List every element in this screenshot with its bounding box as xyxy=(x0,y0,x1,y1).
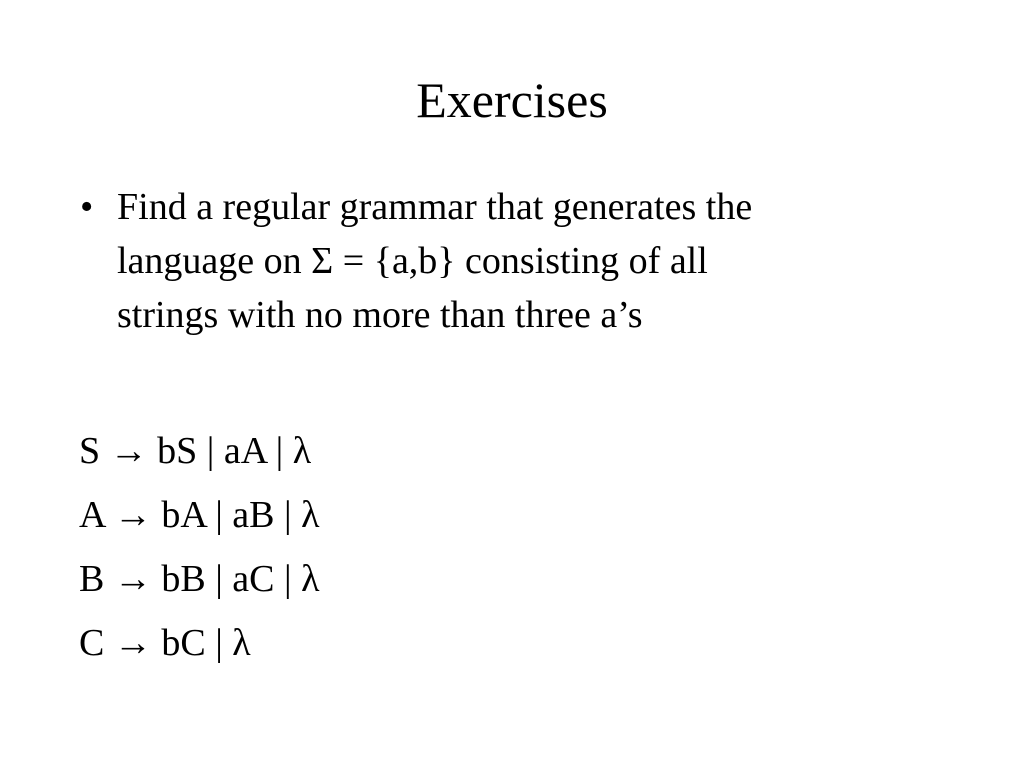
rule-a: A → bA | aB | λ xyxy=(79,494,320,536)
rule-s: S → bS | aA | λ xyxy=(79,430,312,472)
exercise-bullet xyxy=(80,180,920,342)
grammar-rules xyxy=(79,419,320,675)
slide-title: Exercises xyxy=(416,72,608,128)
rule-c: C → bC | λ xyxy=(79,622,251,664)
bullet-line-2: language on Σ = {a,b} consisting of all xyxy=(117,240,708,282)
rule-b: B → bB | aC | λ xyxy=(79,558,320,600)
bullet-line-3: strings with no more than three a’s xyxy=(117,294,643,336)
bullet-marker: • xyxy=(80,186,94,228)
bullet-line-1: Find a regular grammar that generates the xyxy=(117,186,753,228)
